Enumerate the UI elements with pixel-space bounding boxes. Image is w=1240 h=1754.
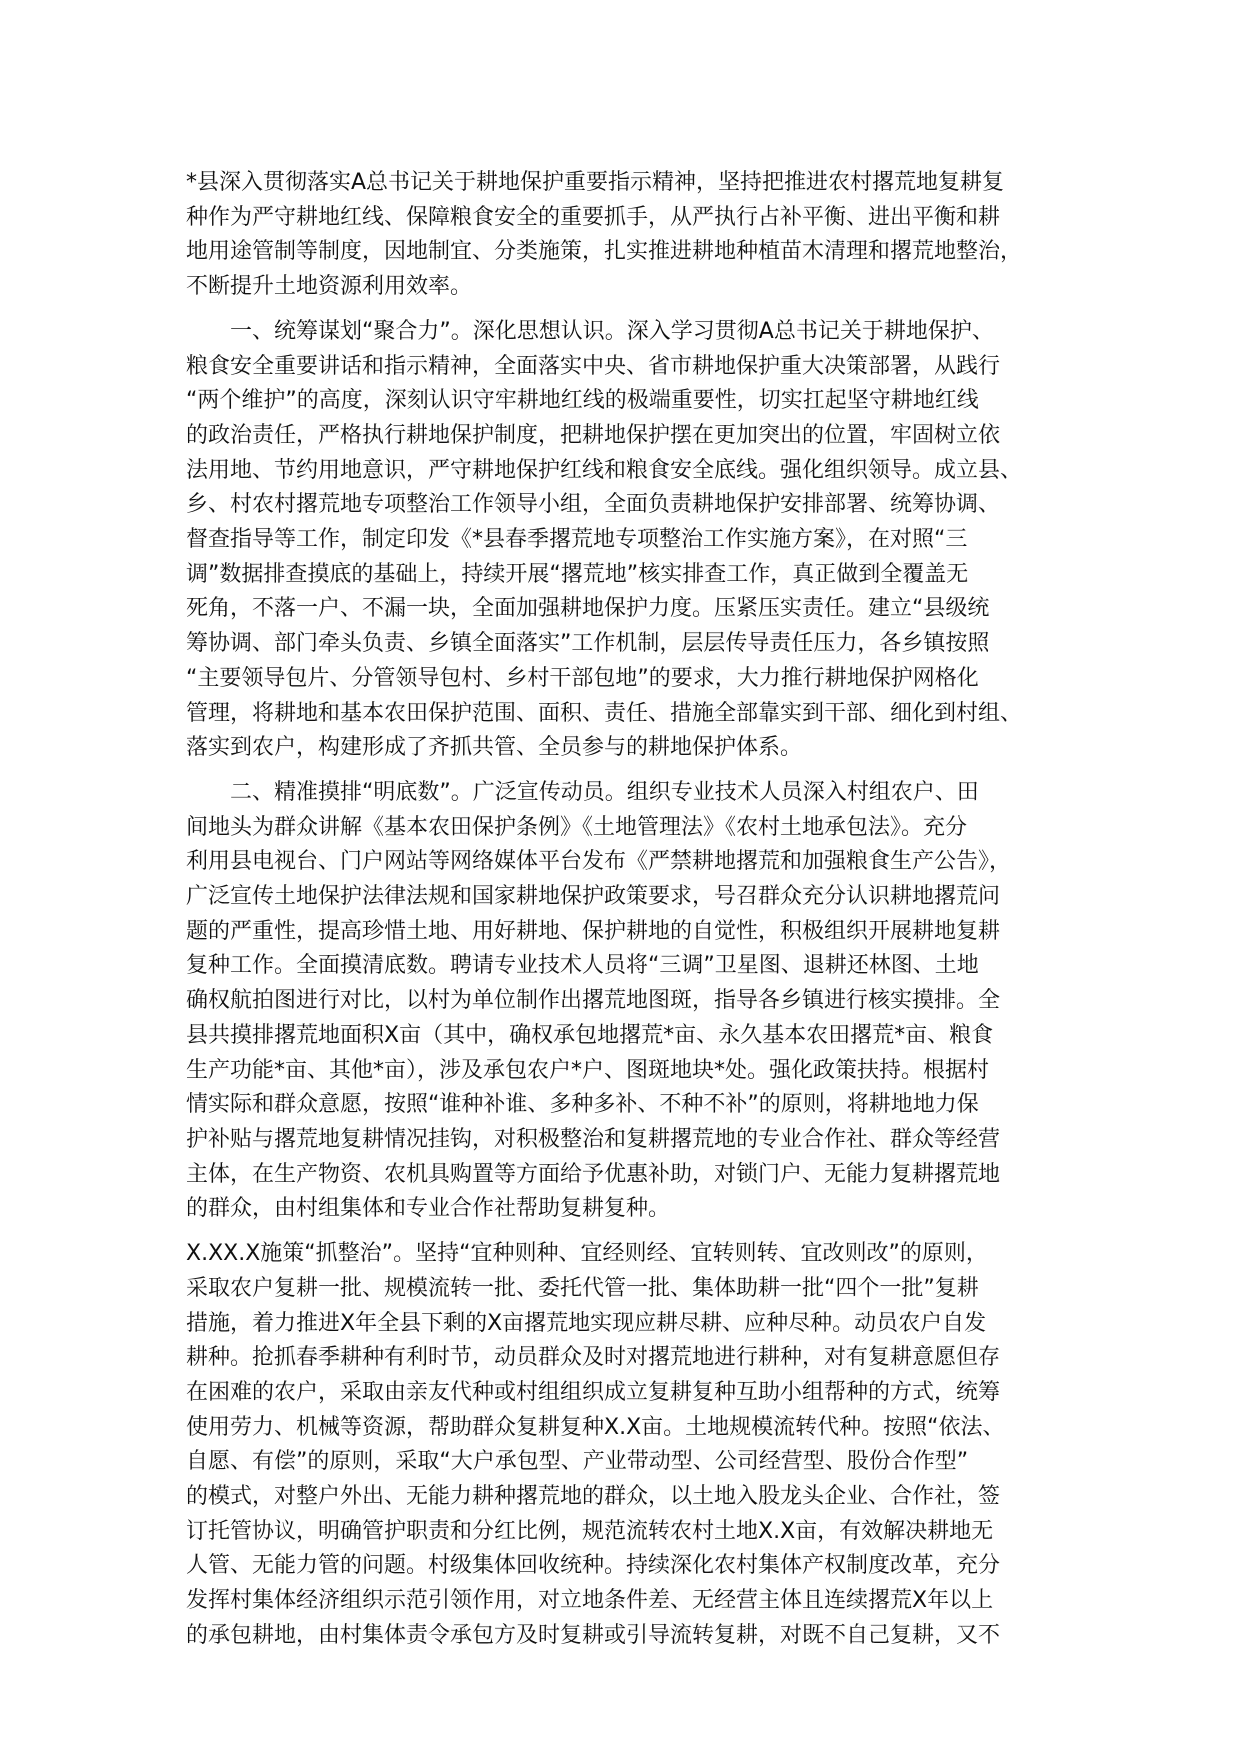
text-line: 复种工作。全面摸清底数。聘请专业技术人员将“三调”卫星图、退耕还林图、土地 bbox=[186, 953, 979, 979]
text-line: 订托管协议，明确管护职责和分红比例，规范流转农村土地X.X亩，有效解决耕地无 bbox=[186, 1518, 994, 1544]
intro-paragraph bbox=[186, 166, 1066, 305]
text-line: 在困难的农户，采取由亲友代种或村组组织成立复耕复种互助小组帮种的方式，统筹 bbox=[186, 1379, 1001, 1405]
text-line: 利用县电视台、门户网站等网络媒体平台发布《严禁耕地撂荒和加强粮食生产公告》， bbox=[186, 849, 1012, 875]
document-body bbox=[186, 166, 1066, 1654]
text-line: 一、统筹谋划“聚合力”。深化思想认识。深入学习贯彻A总书记关于耕地保护、 bbox=[186, 318, 994, 344]
text-line: 措施，着力推进X年全县下剩的X亩撂荒地实现应耕尽耕、应种尽种。动员农户自发 bbox=[186, 1310, 987, 1336]
text-line: 种作为严守耕地红线、保障粮食安全的重要抓手，从严执行占补平衡、进出平衡和耕 bbox=[186, 204, 1001, 230]
text-line: 的政治责任，严格执行耕地保护制度，把耕地保护摆在更加突出的位置，牢固树立依 bbox=[186, 422, 1001, 448]
text-line: 县共摸排撂荒地面积X亩（其中，确权承包地撂荒*亩、永久基本农田撂荒*亩、粮食 bbox=[186, 1022, 994, 1048]
text-line: 间地头为群众讲解《基本农田保护条例》《土地管理法》《农村土地承包法》。充分 bbox=[186, 814, 968, 840]
text-line: 人管、无能力管的问题。村级集体回收统种。持续深化农村集体产权制度改革，充分 bbox=[186, 1553, 1001, 1579]
text-line: 护补贴与撂荒地复耕情况挂钩，对积极整治和复耕撂荒地的专业合作社、群众等经营 bbox=[186, 1126, 1001, 1152]
section-3-paragraph bbox=[186, 1237, 1066, 1653]
text-line: 的群众，由村组集体和专业合作社帮助复耕复种。 bbox=[186, 1196, 671, 1222]
text-line: “两个维护”的高度，深刻认识守牢耕地红线的极端重要性，切实扛起坚守耕地红线 bbox=[186, 388, 979, 414]
text-line: 耕种。抢抓春季耕种有利时节，动员群众及时对撂荒地进行耕种，对有复耕意愿但存 bbox=[186, 1345, 1001, 1371]
text-line: 主体，在生产物资、农机具购置等方面给予优惠补助，对锁门户、无能力复耕撂荒地 bbox=[186, 1161, 1001, 1187]
text-line: 调”数据排查摸底的基础上，持续开展“撂荒地”核实排查工作，真正做到全覆盖无 bbox=[186, 561, 969, 587]
text-line: 自愿、有偿”的原则，采取“大户承包型、产业带动型、公司经营型、股份合作型” bbox=[186, 1449, 969, 1475]
text-line: 确权航拍图进行对比，以村为单位制作出撂荒地图斑，指导各乡镇进行核实摸排。全 bbox=[186, 988, 1001, 1014]
text-line: 粮食安全重要讲话和指示精神，全面落实中央、省市耕地保护重大决策部署，从践行 bbox=[186, 353, 1001, 379]
section-2-paragraph bbox=[186, 776, 1066, 1227]
text-line: 乡、村农村撂荒地专项整治工作领导小组，全面负责耕地保护安排部署、统筹协调、 bbox=[186, 492, 1001, 518]
text-line: 情实际和群众意愿，按照“谁种补谁、多种多补、不种不补”的原则，将耕地地力保 bbox=[186, 1092, 979, 1118]
text-line: 管理，将耕地和基本农田保护范围、面积、责任、措施全部靠实到干部、细化到村组、 bbox=[186, 700, 1023, 726]
text-line: 落实到农户，构建形成了齐抓共管、全员参与的耕地保护体系。 bbox=[186, 735, 803, 761]
text-line: *县深入贯彻落实A总书记关于耕地保护重要指示精神，坚持把推进农村撂荒地复耕复 bbox=[186, 170, 1005, 195]
text-line: 死角，不落一户、不漏一块，全面加强耕地保护力度。压紧压实责任。建立“县级统 bbox=[186, 596, 990, 622]
section-1-paragraph bbox=[186, 315, 1066, 766]
text-line: 广泛宣传土地保护法律法规和国家耕地保护政策要求，号召群众充分认识耕地撂荒问 bbox=[186, 884, 1001, 910]
text-line: 题的严重性，提高珍惜土地、用好耕地、保护耕地的自觉性，积极组织开展耕地复耕 bbox=[186, 918, 1001, 944]
text-line: 使用劳力、机械等资源，帮助群众复耕复种X.X亩。土地规模流转代种。按照“依法、 bbox=[186, 1414, 1005, 1440]
text-line: 二、精准摸排“明底数”。广泛宣传动员。组织专业技术人员深入村组农户、田 bbox=[186, 779, 979, 805]
text-line: X.XX.X施策“抓整治”。坚持“宜种则种、宜经则经、宜转则转、宜改则改”的原则， bbox=[186, 1241, 988, 1267]
text-line: 法用地、节约用地意识，严守耕地保护红线和粮食安全底线。强化组织领导。成立县、 bbox=[186, 457, 1023, 483]
text-line: 地用途管制等制度，因地制宜、分类施策，扎实推进耕地种植苗木清理和撂荒地整治， bbox=[186, 239, 1023, 265]
text-line: 的承包耕地，由村集体责令承包方及时复耕或引导流转复耕，对既不自己复耕，又不 bbox=[186, 1622, 1001, 1648]
text-line: 发挥村集体经济组织示范引领作用，对立地条件差、无经营主体且连续撂荒X年以上 bbox=[186, 1588, 994, 1614]
text-line: 筹协调、部门牵头负责、乡镇全面落实”工作机制，层层传导责任压力，各乡镇按照 bbox=[186, 631, 990, 657]
text-line: 不断提升土地资源利用效率。 bbox=[186, 274, 473, 300]
text-line: 生产功能*亩、其他*亩），涉及承包农户*户、图斑地块*处。强化政策扶持。根据村 bbox=[186, 1057, 990, 1083]
text-line: “主要领导包片、分管领导包村、乡村干部包地”的要求，大力推行耕地保护网格化 bbox=[186, 665, 979, 691]
text-line: 的模式，对整户外出、无能力耕种撂荒地的群众，以土地入股龙头企业、合作社，签 bbox=[186, 1484, 1001, 1510]
text-line: 督查指导等工作，制定印发《*县春季撂荒地专项整治工作实施方案》，在对照“三 bbox=[186, 527, 968, 553]
text-line: 采取农户复耕一批、规模流转一批、委托代管一批、集体助耕一批“四个一批”复耕 bbox=[186, 1275, 979, 1301]
